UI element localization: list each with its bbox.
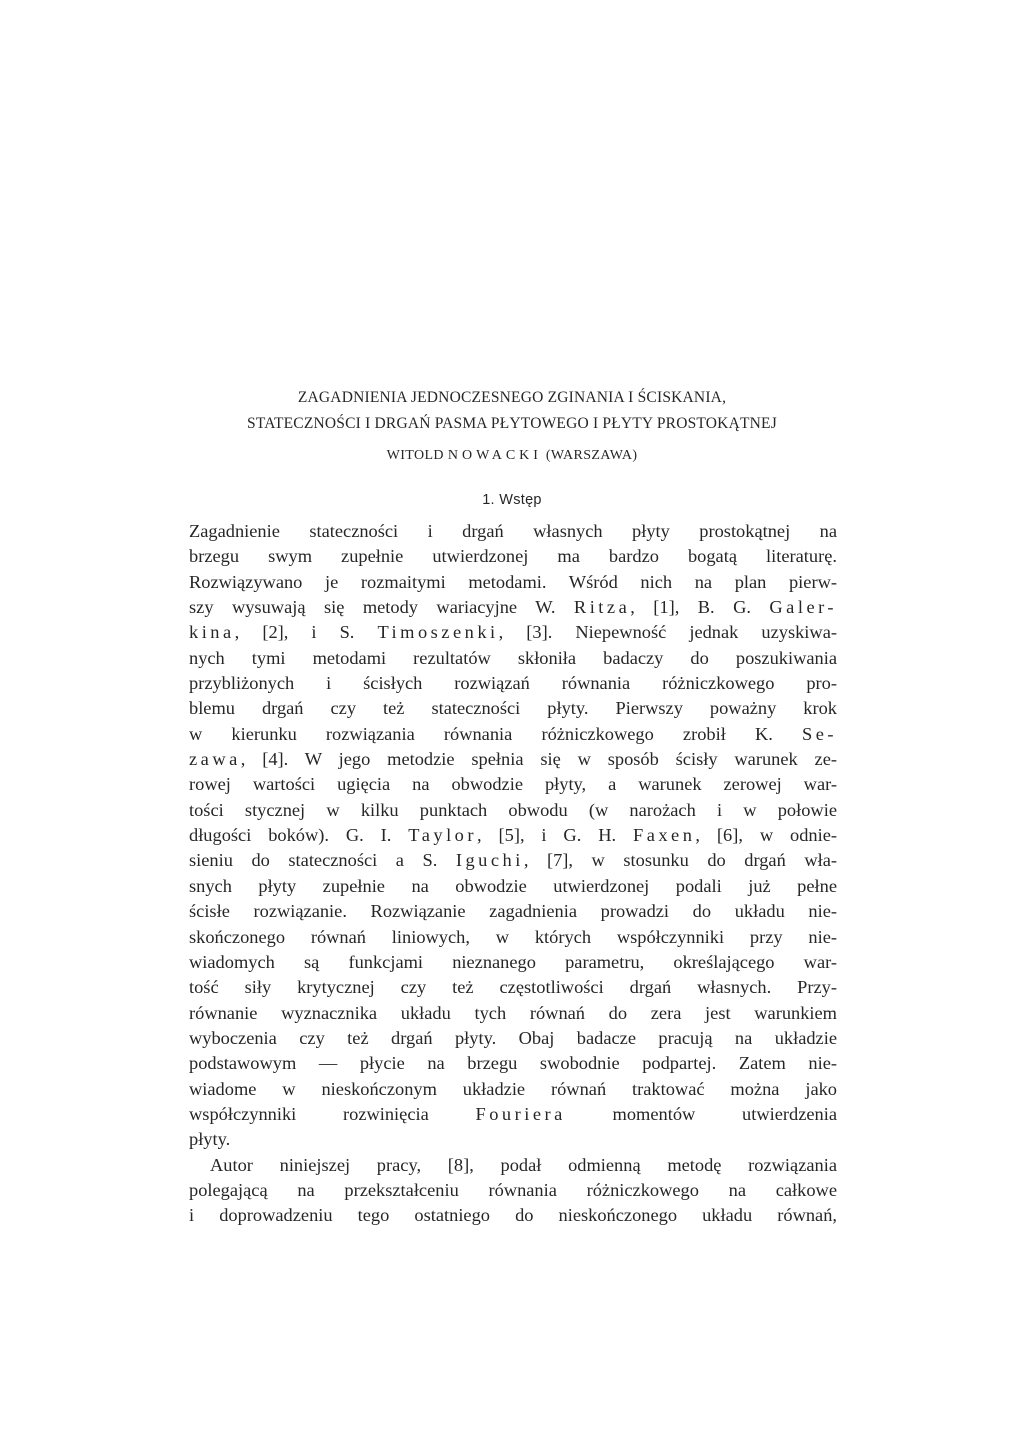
cited-author: kina [189,622,235,643]
paper-title-line-1: ZAGADNIENIA JEDNOCZESNEGO ZGINANIA I ŚCISKANIA, [297,389,727,406]
body-line: zawa, [4]. W jego metodzie spełnia się w sposób ścisły warunek ze- [189,749,837,770]
body-line: Zagadnienie stateczności i drgań własnych płyty prostokątnej na [189,521,837,541]
body-line: wyboczenia czy też drgań płyty. Obaj badacze pracują na układzie [189,1027,837,1048]
cited-author: Taylor [408,825,478,846]
body-line: długości boków). G. I. Taylor, [5], i G. H. Faxen, [6], w odnie- [189,825,837,846]
body-line: tości stycznej w kilku punktach obwodu (w narożach i w połowie [189,799,837,820]
body-line: rowej wartości ugięcia na obwodzie płyty, a warunek zerowej war- [189,774,837,795]
body-line: nych tymi metodami rezultatów skłoniła badaczy do poszukiwania [189,647,837,668]
body-line: Rozwiązywano je rozmaitymi metodami. Wśród nich na plan pierw- [189,571,837,592]
body-line: wiadome w nieskończonym układzie równań traktować można jako [189,1078,837,1099]
cited-author: Fouriera [475,1103,566,1124]
body-line: w kierunku rozwiązania równania różniczkowego zrobił K. Se- [189,723,837,744]
body-text [189,519,837,1229]
body-line-paragraph-start: Autor niniejszej pracy, [8], podał odmienną metodę rozwiązania [210,1154,837,1175]
body-line: polegającą na przekształceniu równania różniczkowego na całkowe [189,1179,837,1200]
author-first-name: WITOLD [386,448,444,463]
body-line: brzegu swym zupełnie utwierdzonej ma bardzo bogatą literaturę. [189,546,837,567]
body-line: wiadomych są funkcjami nieznanego parametru, określającego war- [189,951,837,972]
body-line: skończonego równań liniowych, w których współczynniki przy nie- [189,926,837,947]
body-line: snych płyty zupełnie na obwodzie utwierdzonej podali już pełne [189,875,837,896]
author-affiliation: (WARSZAWA) [545,448,638,463]
author-line [150,446,874,466]
body-line: blemu drgań czy też stateczności płyty. Pierwszy poważny krok [189,698,837,719]
body-line: współczynniki rozwinięcia Fouriera momentów utwierdzenia [189,1103,837,1124]
body-line: kina, [2], i S. Timoszenki, [3]. Niepewność jednak uzyskiwa- [189,622,837,643]
body-line: ścisłe rozwiązanie. Rozwiązanie zagadnienia prowadzi do układu nie- [189,901,837,922]
body-line: podstawowym — płycie na brzegu swobodnie podpartej. Zatem nie- [189,1053,837,1074]
paper-title-line-2: STATECZNOŚCI I DRGAŃ PASMA PŁYTOWEGO I PŁYTY PROSTOKĄTNEJ [247,415,777,432]
body-line: sieniu do stateczności a S. Iguchi, [7], w stosunku do drgań wła- [189,850,838,871]
body-line: i doprowadzeniu tego ostatniego do nieskończonego układu równań, [189,1205,837,1226]
author-last-name: NOWACKI [447,448,542,463]
cited-author: Faxen [632,825,696,846]
cited-author: Timoszenki [377,622,499,643]
body-line: przybliżonych i ścisłych rozwiązań równania różniczkowego pro- [189,673,837,694]
cited-author: zawa [189,749,241,770]
body-line: tość siły krytycznej czy też częstotliwości drgań własnych. Przy- [189,977,837,998]
paper-header [150,385,874,466]
section-heading: 1. Wstęp [482,492,542,508]
body-line-paragraph-end: płyty. [189,1129,231,1150]
cited-author: Galer- [769,597,837,618]
body-line: szy wysuwają się metody wariacyjne W. Ritza, [1], B. G. Galer- [189,597,837,618]
body-line: równanie wyznacznika układu tych równań do zera jest warunkiem [189,1002,837,1023]
cited-author: Ritza [573,597,631,618]
cited-author: Iguchi [455,850,524,871]
cited-author: Se- [801,723,837,744]
